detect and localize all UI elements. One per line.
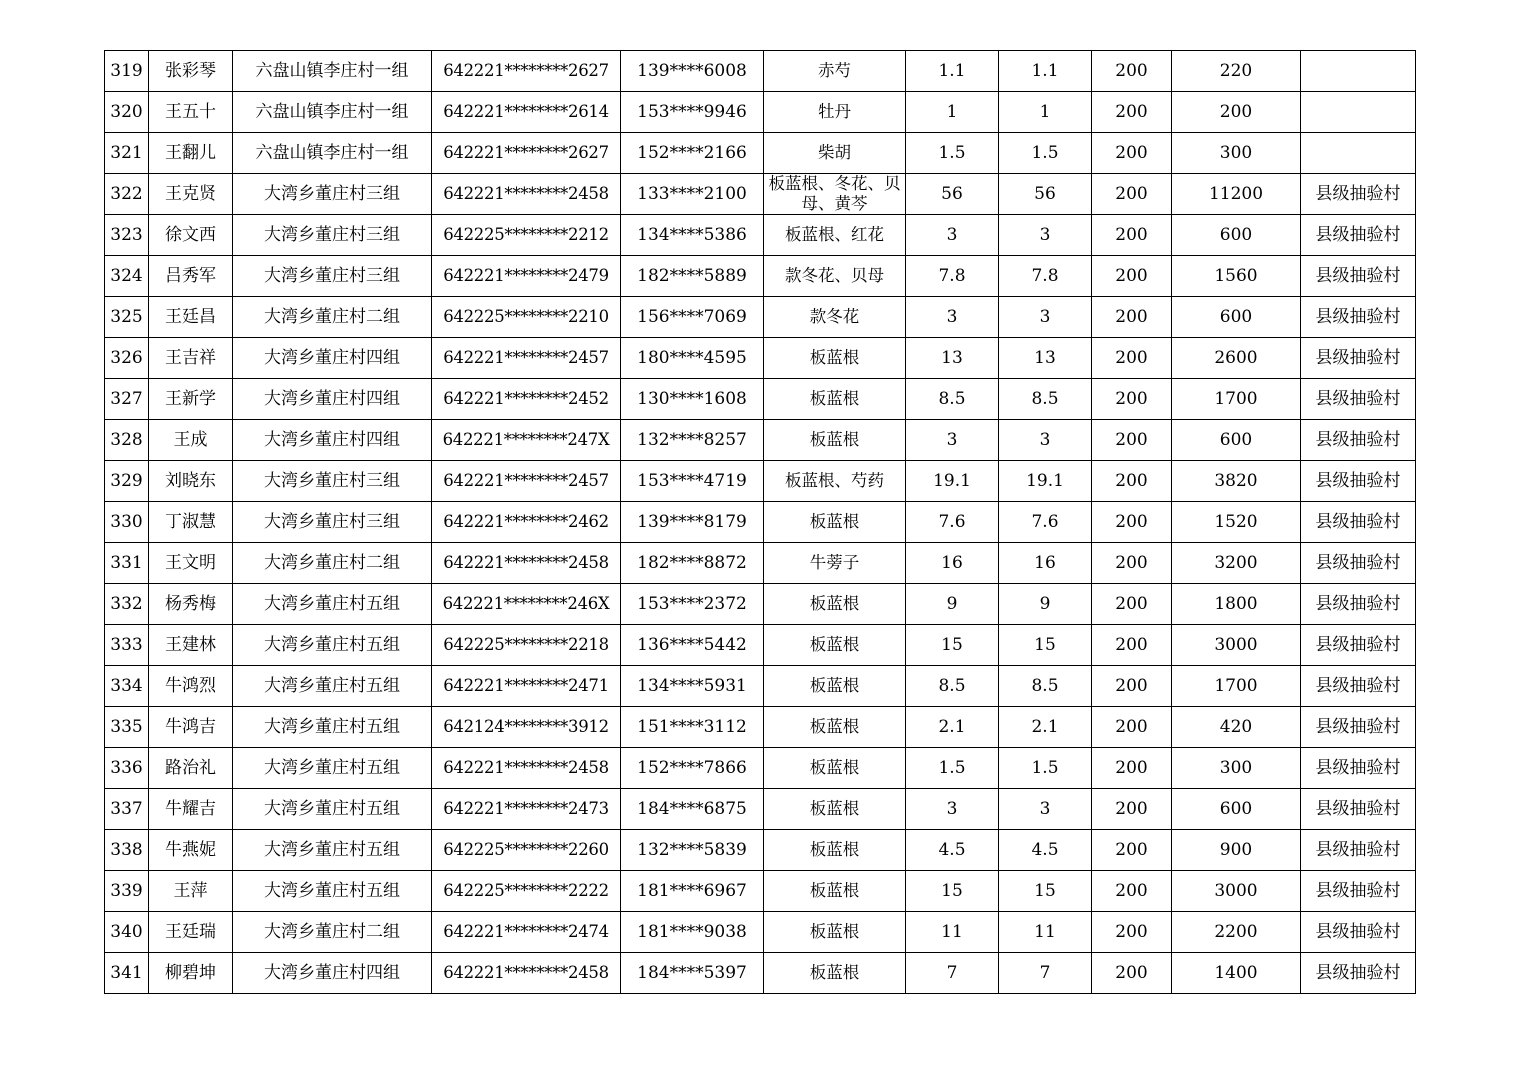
crop-cell: 板蓝根 — [764, 789, 906, 830]
planted-area-cell: 56 — [906, 174, 999, 215]
crop-cell: 板蓝根、冬花、贝母、黄芩 — [764, 174, 906, 215]
address-cell: 大湾乡董庄村三组 — [233, 461, 432, 502]
planted-area-cell: 2.1 — [906, 707, 999, 748]
name-cell: 吕秀军 — [149, 256, 233, 297]
table-row — [105, 748, 1416, 789]
name-cell: 王廷瑞 — [149, 912, 233, 953]
verified-area-cell: 1 — [999, 92, 1092, 133]
phone-cell: 156****7069 — [621, 297, 764, 338]
subsidy-rate-cell: 200 — [1092, 625, 1172, 666]
subsidy-amount-cell: 600 — [1172, 215, 1301, 256]
note-cell: 县级抽验村 — [1301, 953, 1416, 994]
table-row — [105, 461, 1416, 502]
table-row — [105, 133, 1416, 174]
id-number-cell: 642225********2222 — [432, 871, 621, 912]
planted-area-cell: 7.8 — [906, 256, 999, 297]
subsidy-rate-cell: 200 — [1092, 748, 1172, 789]
verified-area-cell: 7.8 — [999, 256, 1092, 297]
name-cell: 刘晓东 — [149, 461, 233, 502]
row-number-cell: 322 — [105, 174, 149, 215]
subsidy-amount-cell: 3820 — [1172, 461, 1301, 502]
subsidy-amount-cell: 300 — [1172, 748, 1301, 789]
id-number-cell: 642124********3912 — [432, 707, 621, 748]
phone-cell: 134****5386 — [621, 215, 764, 256]
crop-cell: 板蓝根、红花 — [764, 215, 906, 256]
name-cell: 牛耀吉 — [149, 789, 233, 830]
table-row — [105, 666, 1416, 707]
verified-area-cell: 9 — [999, 584, 1092, 625]
address-cell: 大湾乡董庄村五组 — [233, 871, 432, 912]
row-number-cell: 321 — [105, 133, 149, 174]
name-cell: 牛燕妮 — [149, 830, 233, 871]
subsidy-table — [104, 50, 1416, 994]
name-cell: 柳碧坤 — [149, 953, 233, 994]
planted-area-cell: 9 — [906, 584, 999, 625]
subsidy-amount-cell: 1560 — [1172, 256, 1301, 297]
subsidy-rate-cell: 200 — [1092, 92, 1172, 133]
name-cell: 王新学 — [149, 379, 233, 420]
subsidy-rate-cell: 200 — [1092, 543, 1172, 584]
address-cell: 大湾乡董庄村二组 — [233, 912, 432, 953]
subsidy-amount-cell: 1520 — [1172, 502, 1301, 543]
phone-cell: 153****4719 — [621, 461, 764, 502]
address-cell: 大湾乡董庄村三组 — [233, 502, 432, 543]
note-cell — [1301, 133, 1416, 174]
address-cell: 六盘山镇李庄村一组 — [233, 51, 432, 92]
subsidy-rate-cell: 200 — [1092, 256, 1172, 297]
id-number-cell: 642221********2473 — [432, 789, 621, 830]
address-cell: 大湾乡董庄村五组 — [233, 830, 432, 871]
phone-cell: 182****8872 — [621, 543, 764, 584]
row-number-cell: 336 — [105, 748, 149, 789]
address-cell: 六盘山镇李庄村一组 — [233, 92, 432, 133]
note-cell: 县级抽验村 — [1301, 625, 1416, 666]
subsidy-rate-cell: 200 — [1092, 215, 1172, 256]
table-row — [105, 256, 1416, 297]
verified-area-cell: 13 — [999, 338, 1092, 379]
note-cell: 县级抽验村 — [1301, 584, 1416, 625]
id-number-cell: 642225********2212 — [432, 215, 621, 256]
planted-area-cell: 19.1 — [906, 461, 999, 502]
row-number-cell: 335 — [105, 707, 149, 748]
crop-cell: 板蓝根 — [764, 338, 906, 379]
subsidy-rate-cell: 200 — [1092, 379, 1172, 420]
address-cell: 大湾乡董庄村三组 — [233, 174, 432, 215]
verified-area-cell: 56 — [999, 174, 1092, 215]
phone-cell: 180****4595 — [621, 338, 764, 379]
id-number-cell: 642221********2457 — [432, 461, 621, 502]
id-number-cell: 642221********2458 — [432, 543, 621, 584]
table-row — [105, 215, 1416, 256]
subsidy-amount-cell: 2600 — [1172, 338, 1301, 379]
name-cell: 王翻儿 — [149, 133, 233, 174]
row-number-cell: 329 — [105, 461, 149, 502]
name-cell: 王克贤 — [149, 174, 233, 215]
row-number-cell: 338 — [105, 830, 149, 871]
subsidy-amount-cell: 220 — [1172, 51, 1301, 92]
id-number-cell: 642221********247X — [432, 420, 621, 461]
table-row — [105, 625, 1416, 666]
id-number-cell: 642221********2452 — [432, 379, 621, 420]
table-row — [105, 789, 1416, 830]
id-number-cell: 642225********2218 — [432, 625, 621, 666]
name-cell: 王五十 — [149, 92, 233, 133]
table-body — [105, 51, 1416, 994]
crop-cell: 板蓝根 — [764, 830, 906, 871]
subsidy-amount-cell: 300 — [1172, 133, 1301, 174]
note-cell: 县级抽验村 — [1301, 830, 1416, 871]
verified-area-cell: 3 — [999, 420, 1092, 461]
table-row — [105, 92, 1416, 133]
crop-cell: 牡丹 — [764, 92, 906, 133]
subsidy-amount-cell: 1700 — [1172, 379, 1301, 420]
planted-area-cell: 1.1 — [906, 51, 999, 92]
verified-area-cell: 7.6 — [999, 502, 1092, 543]
crop-cell: 赤芍 — [764, 51, 906, 92]
phone-cell: 136****5442 — [621, 625, 764, 666]
note-cell: 县级抽验村 — [1301, 338, 1416, 379]
crop-cell: 板蓝根 — [764, 502, 906, 543]
subsidy-amount-cell: 3000 — [1172, 625, 1301, 666]
subsidy-rate-cell: 200 — [1092, 461, 1172, 502]
planted-area-cell: 3 — [906, 297, 999, 338]
row-number-cell: 328 — [105, 420, 149, 461]
address-cell: 大湾乡董庄村五组 — [233, 748, 432, 789]
id-number-cell: 642221********246X — [432, 584, 621, 625]
row-number-cell: 331 — [105, 543, 149, 584]
row-number-cell: 323 — [105, 215, 149, 256]
address-cell: 六盘山镇李庄村一组 — [233, 133, 432, 174]
address-cell: 大湾乡董庄村三组 — [233, 256, 432, 297]
subsidy-amount-cell: 3000 — [1172, 871, 1301, 912]
name-cell: 王廷昌 — [149, 297, 233, 338]
crop-cell: 款冬花、贝母 — [764, 256, 906, 297]
crop-cell: 柴胡 — [764, 133, 906, 174]
phone-cell: 130****1608 — [621, 379, 764, 420]
verified-area-cell: 1.1 — [999, 51, 1092, 92]
row-number-cell: 320 — [105, 92, 149, 133]
table-row — [105, 912, 1416, 953]
table-row — [105, 379, 1416, 420]
note-cell: 县级抽验村 — [1301, 502, 1416, 543]
phone-cell: 132****8257 — [621, 420, 764, 461]
note-cell: 县级抽验村 — [1301, 420, 1416, 461]
name-cell: 王萍 — [149, 871, 233, 912]
phone-cell: 153****2372 — [621, 584, 764, 625]
id-number-cell: 642221********2462 — [432, 502, 621, 543]
address-cell: 大湾乡董庄村五组 — [233, 789, 432, 830]
row-number-cell: 334 — [105, 666, 149, 707]
note-cell: 县级抽验村 — [1301, 297, 1416, 338]
name-cell: 丁淑慧 — [149, 502, 233, 543]
subsidy-rate-cell: 200 — [1092, 912, 1172, 953]
address-cell: 大湾乡董庄村三组 — [233, 215, 432, 256]
address-cell: 大湾乡董庄村五组 — [233, 666, 432, 707]
row-number-cell: 337 — [105, 789, 149, 830]
phone-cell: 151****3112 — [621, 707, 764, 748]
id-number-cell: 642221********2479 — [432, 256, 621, 297]
row-number-cell: 339 — [105, 871, 149, 912]
note-cell: 县级抽验村 — [1301, 461, 1416, 502]
note-cell: 县级抽验村 — [1301, 666, 1416, 707]
name-cell: 徐文西 — [149, 215, 233, 256]
crop-cell: 板蓝根、芍药 — [764, 461, 906, 502]
row-number-cell: 340 — [105, 912, 149, 953]
row-number-cell: 324 — [105, 256, 149, 297]
verified-area-cell: 16 — [999, 543, 1092, 584]
crop-cell: 板蓝根 — [764, 584, 906, 625]
row-number-cell: 341 — [105, 953, 149, 994]
planted-area-cell: 15 — [906, 625, 999, 666]
table-row — [105, 830, 1416, 871]
address-cell: 大湾乡董庄村五组 — [233, 625, 432, 666]
verified-area-cell: 3 — [999, 215, 1092, 256]
row-number-cell: 326 — [105, 338, 149, 379]
note-cell: 县级抽验村 — [1301, 543, 1416, 584]
planted-area-cell: 7 — [906, 953, 999, 994]
name-cell: 牛鸿烈 — [149, 666, 233, 707]
subsidy-rate-cell: 200 — [1092, 502, 1172, 543]
verified-area-cell: 19.1 — [999, 461, 1092, 502]
phone-cell: 182****5889 — [621, 256, 764, 297]
address-cell: 大湾乡董庄村四组 — [233, 953, 432, 994]
note-cell: 县级抽验村 — [1301, 748, 1416, 789]
address-cell: 大湾乡董庄村五组 — [233, 707, 432, 748]
name-cell: 王建林 — [149, 625, 233, 666]
phone-cell: 139****6008 — [621, 51, 764, 92]
note-cell — [1301, 51, 1416, 92]
subsidy-amount-cell: 11200 — [1172, 174, 1301, 215]
subsidy-amount-cell: 900 — [1172, 830, 1301, 871]
planted-area-cell: 11 — [906, 912, 999, 953]
table-row — [105, 543, 1416, 584]
table-row — [105, 338, 1416, 379]
row-number-cell: 319 — [105, 51, 149, 92]
address-cell: 大湾乡董庄村五组 — [233, 584, 432, 625]
id-number-cell: 642221********2458 — [432, 953, 621, 994]
verified-area-cell: 1.5 — [999, 133, 1092, 174]
subsidy-amount-cell: 600 — [1172, 789, 1301, 830]
subsidy-rate-cell: 200 — [1092, 51, 1172, 92]
note-cell: 县级抽验村 — [1301, 871, 1416, 912]
note-cell: 县级抽验村 — [1301, 789, 1416, 830]
crop-cell: 板蓝根 — [764, 666, 906, 707]
phone-cell: 152****7866 — [621, 748, 764, 789]
phone-cell: 184****6875 — [621, 789, 764, 830]
crop-cell: 板蓝根 — [764, 625, 906, 666]
table-row — [105, 297, 1416, 338]
subsidy-amount-cell: 600 — [1172, 420, 1301, 461]
note-cell: 县级抽验村 — [1301, 707, 1416, 748]
planted-area-cell: 3 — [906, 215, 999, 256]
planted-area-cell: 1.5 — [906, 748, 999, 789]
subsidy-amount-cell: 600 — [1172, 297, 1301, 338]
note-cell — [1301, 92, 1416, 133]
subsidy-rate-cell: 200 — [1092, 830, 1172, 871]
subsidy-rate-cell: 200 — [1092, 789, 1172, 830]
planted-area-cell: 15 — [906, 871, 999, 912]
planted-area-cell: 8.5 — [906, 666, 999, 707]
phone-cell: 181****9038 — [621, 912, 764, 953]
phone-cell: 152****2166 — [621, 133, 764, 174]
name-cell: 王文明 — [149, 543, 233, 584]
note-cell: 县级抽验村 — [1301, 215, 1416, 256]
note-cell: 县级抽验村 — [1301, 379, 1416, 420]
planted-area-cell: 13 — [906, 338, 999, 379]
address-cell: 大湾乡董庄村二组 — [233, 297, 432, 338]
phone-cell: 133****2100 — [621, 174, 764, 215]
verified-area-cell: 15 — [999, 625, 1092, 666]
verified-area-cell: 3 — [999, 297, 1092, 338]
verified-area-cell: 8.5 — [999, 666, 1092, 707]
subsidy-rate-cell: 200 — [1092, 174, 1172, 215]
row-number-cell: 332 — [105, 584, 149, 625]
name-cell: 路治礼 — [149, 748, 233, 789]
subsidy-amount-cell: 2200 — [1172, 912, 1301, 953]
subsidy-rate-cell: 200 — [1092, 133, 1172, 174]
crop-cell: 板蓝根 — [764, 953, 906, 994]
crop-cell: 板蓝根 — [764, 707, 906, 748]
id-number-cell: 642221********2627 — [432, 51, 621, 92]
planted-area-cell: 1.5 — [906, 133, 999, 174]
id-number-cell: 642221********2458 — [432, 748, 621, 789]
row-number-cell: 325 — [105, 297, 149, 338]
row-number-cell: 330 — [105, 502, 149, 543]
phone-cell: 184****5397 — [621, 953, 764, 994]
planted-area-cell: 7.6 — [906, 502, 999, 543]
subsidy-amount-cell: 200 — [1172, 92, 1301, 133]
address-cell: 大湾乡董庄村四组 — [233, 420, 432, 461]
phone-cell: 132****5839 — [621, 830, 764, 871]
verified-area-cell: 7 — [999, 953, 1092, 994]
verified-area-cell: 11 — [999, 912, 1092, 953]
id-number-cell: 642221********2458 — [432, 174, 621, 215]
planted-area-cell: 3 — [906, 420, 999, 461]
crop-cell: 板蓝根 — [764, 379, 906, 420]
phone-cell: 181****6967 — [621, 871, 764, 912]
name-cell: 张彩琴 — [149, 51, 233, 92]
note-cell: 县级抽验村 — [1301, 256, 1416, 297]
crop-cell: 板蓝根 — [764, 420, 906, 461]
subsidy-amount-cell: 3200 — [1172, 543, 1301, 584]
planted-area-cell: 8.5 — [906, 379, 999, 420]
row-number-cell: 327 — [105, 379, 149, 420]
table-row — [105, 707, 1416, 748]
subsidy-amount-cell: 1800 — [1172, 584, 1301, 625]
crop-cell: 牛蒡子 — [764, 543, 906, 584]
verified-area-cell: 4.5 — [999, 830, 1092, 871]
row-number-cell: 333 — [105, 625, 149, 666]
table-row — [105, 420, 1416, 461]
name-cell: 杨秀梅 — [149, 584, 233, 625]
id-number-cell: 642221********2457 — [432, 338, 621, 379]
id-number-cell: 642221********2627 — [432, 133, 621, 174]
table-row — [105, 953, 1416, 994]
subsidy-rate-cell: 200 — [1092, 953, 1172, 994]
phone-cell: 153****9946 — [621, 92, 764, 133]
subsidy-rate-cell: 200 — [1092, 666, 1172, 707]
subsidy-rate-cell: 200 — [1092, 297, 1172, 338]
note-cell: 县级抽验村 — [1301, 174, 1416, 215]
crop-cell: 板蓝根 — [764, 912, 906, 953]
planted-area-cell: 1 — [906, 92, 999, 133]
table-row — [105, 51, 1416, 92]
address-cell: 大湾乡董庄村二组 — [233, 543, 432, 584]
subsidy-amount-cell: 1400 — [1172, 953, 1301, 994]
subsidy-rate-cell: 200 — [1092, 871, 1172, 912]
id-number-cell: 642221********2474 — [432, 912, 621, 953]
verified-area-cell: 15 — [999, 871, 1092, 912]
planted-area-cell: 3 — [906, 789, 999, 830]
table-row — [105, 502, 1416, 543]
subsidy-rate-cell: 200 — [1092, 338, 1172, 379]
id-number-cell: 642225********2210 — [432, 297, 621, 338]
phone-cell: 134****5931 — [621, 666, 764, 707]
planted-area-cell: 4.5 — [906, 830, 999, 871]
table-row — [105, 871, 1416, 912]
verified-area-cell: 8.5 — [999, 379, 1092, 420]
phone-cell: 139****8179 — [621, 502, 764, 543]
address-cell: 大湾乡董庄村四组 — [233, 379, 432, 420]
planted-area-cell: 16 — [906, 543, 999, 584]
id-number-cell: 642225********2260 — [432, 830, 621, 871]
verified-area-cell: 1.5 — [999, 748, 1092, 789]
name-cell: 王吉祥 — [149, 338, 233, 379]
subsidy-amount-cell: 1700 — [1172, 666, 1301, 707]
crop-cell: 板蓝根 — [764, 871, 906, 912]
name-cell: 牛鸿吉 — [149, 707, 233, 748]
id-number-cell: 642221********2614 — [432, 92, 621, 133]
table-row — [105, 584, 1416, 625]
address-cell: 大湾乡董庄村四组 — [233, 338, 432, 379]
crop-cell: 板蓝根 — [764, 748, 906, 789]
subsidy-rate-cell: 200 — [1092, 707, 1172, 748]
verified-area-cell: 2.1 — [999, 707, 1092, 748]
subsidy-rate-cell: 200 — [1092, 584, 1172, 625]
table-row — [105, 174, 1416, 215]
subsidy-amount-cell: 420 — [1172, 707, 1301, 748]
name-cell: 王成 — [149, 420, 233, 461]
id-number-cell: 642221********2471 — [432, 666, 621, 707]
note-cell: 县级抽验村 — [1301, 912, 1416, 953]
verified-area-cell: 3 — [999, 789, 1092, 830]
subsidy-rate-cell: 200 — [1092, 420, 1172, 461]
crop-cell: 款冬花 — [764, 297, 906, 338]
